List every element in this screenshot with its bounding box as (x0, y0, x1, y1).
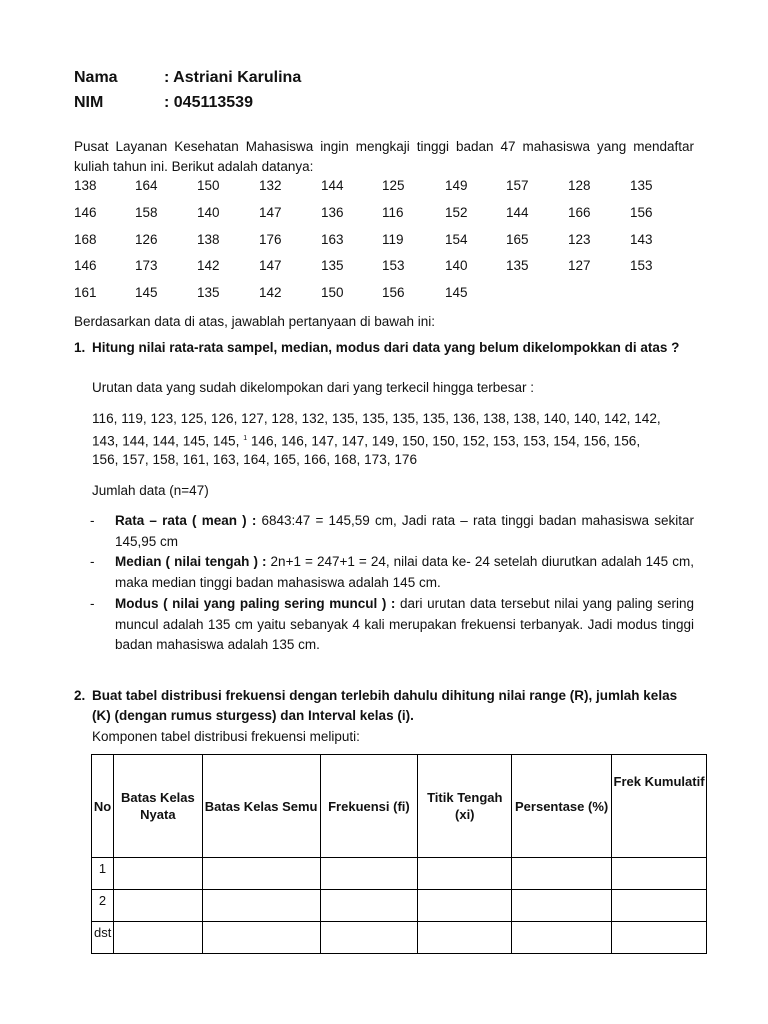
data-value: 142 (259, 285, 282, 300)
q1-number: 1. (74, 340, 86, 355)
data-value: 176 (259, 232, 282, 247)
table-row (92, 858, 707, 890)
data-value: 146 (74, 205, 97, 220)
data-value: 135 (630, 178, 653, 193)
data-value: 135 (197, 285, 220, 300)
q2-text: Buat tabel distribusi frekuensi dengan terlebih dahulu dihitung nilai range (R), jumlah kelas (K) (dengan rumus sturgess) dan Interval kelas (i). (92, 688, 678, 723)
empty-cell (512, 858, 612, 890)
bullet-median (115, 552, 694, 593)
data-value: 158 (135, 205, 158, 220)
bullet-mean (115, 511, 694, 552)
sorted-superscript: 1 (243, 435, 248, 442)
bullet-dash-mean: - (90, 513, 95, 528)
name-line (74, 69, 301, 87)
header-batas-kelas-semu: Batas Kelas Semu (202, 755, 320, 858)
data-value: 153 (382, 258, 405, 273)
data-value: 144 (506, 205, 529, 220)
data-value: 144 (321, 178, 344, 193)
empty-cell (512, 890, 612, 922)
intro-paragraph: Pusat Layanan Kesehatan Mahasiswa ingin mengkaji tinggi badan 47 mahasiswa yang mendaftar kuliah tahun ini. Berikut adalah datanya: (74, 139, 694, 174)
data-row (74, 178, 694, 198)
data-value: 138 (74, 178, 97, 193)
table-header-row (92, 755, 707, 858)
data-value: 126 (135, 232, 158, 247)
header-frekuensi: Frekuensi (fi) (320, 755, 418, 858)
data-value: 152 (445, 205, 468, 220)
data-row (74, 232, 694, 252)
q1-text: Hitung nilai rata-rata sampel, median, modus dari data yang belum dikelompokkan di atas ? (92, 340, 680, 355)
nim-line (74, 94, 253, 112)
mode-title: Modus ( nilai yang paling sering muncul ) : (115, 596, 396, 611)
empty-cell (418, 890, 512, 922)
name-label: Nama (74, 69, 118, 86)
empty-cell (202, 890, 320, 922)
empty-cell (418, 858, 512, 890)
data-value: 119 (382, 232, 404, 247)
data-value: 157 (506, 178, 529, 193)
mean-body: 6843:47 = 145,59 cm, Jadi rata – rata tinggi badan mahasiswa sekitar 145,95 cm (115, 513, 694, 549)
empty-cell (512, 922, 612, 954)
data-value: 147 (259, 205, 282, 220)
sorted-line-2b: 146, 146, 147, 147, 149, 150, 150, 152, 153, 153, 154, 156, 156, (247, 433, 641, 449)
data-value: 165 (506, 232, 529, 247)
data-value: 147 (259, 258, 282, 273)
row-number-cell: dst (92, 922, 114, 954)
data-value: 127 (568, 258, 591, 273)
sorted-line-2 (92, 429, 694, 452)
data-value: 164 (135, 178, 158, 193)
empty-cell (320, 922, 418, 954)
frequency-table (91, 754, 707, 954)
data-value: 125 (382, 178, 405, 193)
data-value: 132 (259, 178, 282, 193)
bullet-dash-mode: - (90, 596, 95, 611)
empty-cell (113, 858, 202, 890)
data-value: 143 (630, 232, 653, 247)
empty-cell (202, 922, 320, 954)
row-number-cell: 2 (92, 890, 114, 922)
question-prompt: Berdasarkan data di atas, jawablah pertanyaan di bawah ini: (74, 314, 435, 329)
header-batas-kelas-nyata: Batas Kelas Nyata (113, 755, 202, 858)
data-value: 173 (135, 258, 158, 273)
row-number-cell: 1 (92, 858, 114, 890)
data-value: 153 (630, 258, 653, 273)
q1-sorted-intro: Urutan data yang sudah dikelompokan dari yang terkecil hingga terbesar : (92, 380, 535, 395)
data-value: 123 (568, 232, 591, 247)
data-value: 128 (568, 178, 591, 193)
empty-cell (202, 858, 320, 890)
data-value: 116 (382, 205, 404, 220)
q2-sub: Komponen tabel distribusi frekuensi meliputi: (92, 729, 360, 744)
empty-cell (418, 922, 512, 954)
data-value: 163 (321, 232, 344, 247)
sorted-line-1: 116, 119, 123, 125, 126, 127, 128, 132, 135, 135, 135, 135, 136, 138, 138, 140, 140, 142, 142, (92, 411, 661, 426)
nim-label: NIM (74, 94, 104, 111)
empty-cell (320, 858, 418, 890)
data-value: 161 (74, 285, 97, 300)
data-value: 156 (382, 285, 405, 300)
data-value: 135 (321, 258, 344, 273)
mode-body: dari urutan data tersebut nilai yang paling sering muncul adalah 135 cm yaitu sebanyak 4 kali merupakan frekuensi terbanyak. Jadi modus tinggi badan mahasiswa adalah 135 cm. (115, 596, 695, 652)
header-persentase: Persentase (%) (512, 755, 612, 858)
data-value: 140 (197, 205, 220, 220)
data-value: 150 (197, 178, 220, 193)
empty-cell (612, 858, 707, 890)
name-value: : Astriani Karulina (164, 69, 302, 86)
data-value: 156 (630, 205, 653, 220)
data-value: 168 (74, 232, 97, 247)
data-value: 150 (321, 285, 344, 300)
sorted-line-2a: 143, 144, 144, 145, 145, (92, 433, 240, 449)
empty-cell (612, 922, 707, 954)
empty-cell (113, 890, 202, 922)
data-value: 140 (445, 258, 468, 273)
data-value: 138 (197, 232, 220, 247)
data-count: Jumlah data (n=47) (92, 483, 209, 498)
q2-number: 2. (74, 688, 86, 703)
bullet-mode (115, 594, 694, 656)
data-value: 136 (321, 205, 344, 220)
empty-cell (113, 922, 202, 954)
bullet-dash-median: - (90, 554, 95, 569)
data-row (74, 205, 694, 225)
data-value: 154 (445, 232, 468, 247)
data-value: 135 (506, 258, 529, 273)
table-row (92, 922, 707, 954)
header-no: No (92, 755, 114, 858)
header-titik-tengah: Titik Tengah (xi) (418, 755, 512, 858)
data-value: 145 (445, 285, 468, 300)
sorted-line-3: 156, 157, 158, 161, 163, 164, 165, 166, 168, 173, 176 (92, 452, 418, 467)
data-row (74, 285, 694, 305)
empty-cell (612, 890, 707, 922)
data-value: 142 (197, 258, 220, 273)
data-value: 149 (445, 178, 468, 193)
nim-value: : 045113539 (164, 94, 253, 111)
header-frek-kumulatif: Frek Kumulatif (612, 755, 707, 858)
mean-title: Rata – rata ( mean ) : (115, 513, 257, 528)
empty-cell (320, 890, 418, 922)
median-body: 2n+1 = 247+1 = 24, nilai data ke- 24 setelah diurutkan adalah 145 cm, maka median tinggi badan mahasiswa adalah 145 cm. (115, 554, 694, 590)
data-row (74, 258, 694, 278)
data-value: 146 (74, 258, 97, 273)
median-title: Median ( nilai tengah ) : (115, 554, 267, 569)
data-value: 166 (568, 205, 591, 220)
table-row (92, 890, 707, 922)
data-value: 145 (135, 285, 158, 300)
